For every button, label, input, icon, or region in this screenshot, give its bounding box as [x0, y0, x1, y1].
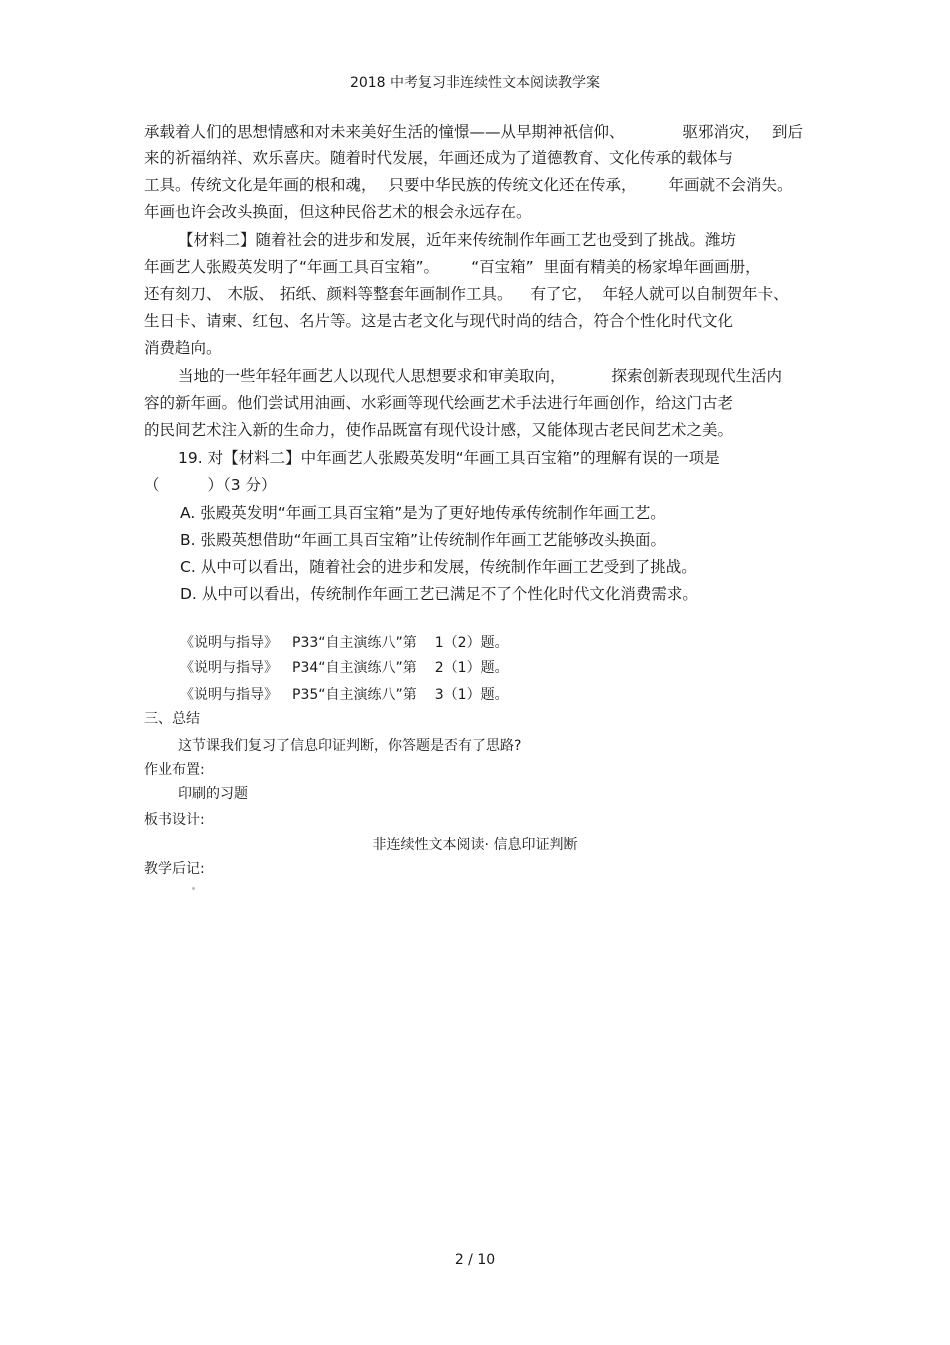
answer-blank [144, 474, 277, 496]
text-segment: 1（2）题。 [434, 635, 509, 651]
text-segment: 年轻人就可以自制贺年卡、 [602, 285, 789, 303]
summary-text: 这节课我们复习了信息印证判断，你答题是否有了思路? [178, 738, 522, 754]
text-segment: 还有刻刀、 [144, 285, 222, 303]
option-text: 从中可以看出，传统制作年画工艺已满足不了个性化时代文化消费需求。 [201, 585, 698, 603]
option-text: 张殿英发明“年画工具百宝箱”是为了更好地传承传统制作年画工艺。 [200, 504, 666, 522]
option-text: 张殿英想借助“年画工具百宝箱”让传统制作年画工艺能够改头换面。 [200, 531, 667, 549]
question-stem: 19. 对【材料二】中年画艺人张殿英发明“年画工具百宝箱”的理解有误的一项是 [178, 449, 720, 467]
text-segment: 驱邪消灾， [682, 123, 761, 141]
text-segment: 拓纸、颜料等整套年画制作工具。 [280, 285, 513, 303]
text-segment: 只要中华民族的传统文化还在传承， [388, 176, 637, 194]
text-segment: 3（1）题。 [434, 687, 509, 703]
text-segment: 《说明与指导》 [180, 687, 278, 703]
text-segment: 探索创新表现现代生活内 [611, 367, 783, 385]
option-letter: B. [180, 531, 196, 549]
text-segment: ）（3 分） [207, 476, 277, 494]
paragraph-line: 生日卡、请柬、红包、名片等。这是古老文化与现代时尚的结合，符合个性化时代文化 [144, 312, 734, 330]
text-segment: P33“自主演练八”第 [292, 635, 417, 651]
paragraph-line [178, 365, 782, 387]
text-segment: 《说明与指导》 [180, 635, 278, 651]
paragraph-line: 来的祈福纳祥、欢乐喜庆。随着时代发展，年画还成为了道德教育、文化传承的载体与 [144, 149, 734, 167]
afterword-heading: 教学后记: [144, 861, 205, 877]
option-d [180, 583, 698, 605]
text-segment: 木版、 [227, 285, 275, 303]
section-heading: 三、总结 [144, 711, 200, 727]
reference-item [180, 632, 509, 654]
option-b [180, 529, 666, 551]
text-segment: P35“自主演练八”第 [292, 687, 417, 703]
board-heading: 板书设计: [144, 812, 205, 828]
text-segment: 2（1）题。 [434, 660, 509, 676]
option-c [180, 556, 697, 578]
paragraph-line [144, 121, 803, 143]
board-text: 非连续性文本阅读· 信息印证判断 [372, 837, 578, 853]
paragraph-line: 年画也许会改头换面，但这种民俗艺术的根会永远存在。 [144, 203, 532, 221]
text-segment: 有了它， [530, 285, 593, 303]
text-segment: 年画艺人张殿英发明了“年画工具百宝箱”。 [144, 258, 440, 276]
text-segment: 承载着人们的思想情感和对未来美好生活的憧憬——从早期神祇信仰、 [144, 123, 625, 141]
option-text: 从中可以看出，随着社会的进步和发展，传统制作年画工艺受到了挑战。 [200, 558, 697, 576]
paragraph-line: 容的新年画。他们尝试用油画、水彩画等现代绘画艺术手法进行年画创作，给这门古老 [144, 394, 734, 412]
paragraph-line: 【材料二】随着社会的进步和发展，近年来传统制作年画工艺也受到了挑战。潍坊 [178, 231, 737, 249]
stray-dot [192, 887, 195, 890]
option-letter: A. [180, 504, 196, 522]
paragraph-line [144, 283, 789, 305]
homework-heading: 作业布置: [144, 762, 205, 778]
text-segment: 《说明与指导》 [180, 660, 278, 676]
reference-item [180, 657, 509, 679]
text-segment: 当地的一些年轻年画艺人以现代人思想要求和审美取向， [178, 367, 566, 385]
reference-item [180, 684, 509, 706]
paragraph-line: 消费趋向。 [144, 339, 222, 357]
text-segment: P34“自主演练八”第 [292, 660, 417, 676]
text-segment: 到后 [772, 123, 804, 141]
text-segment: （ [144, 476, 160, 494]
text-segment: “百宝箱” [471, 258, 534, 276]
page-number: 2 / 10 [454, 1252, 496, 1268]
text-segment: 工具。传统文化是年画的根和魂， [144, 176, 377, 194]
option-a [180, 502, 666, 524]
paragraph-line: 的民间艺术注入新的生命力，使作品既富有现代设计感，又能体现古老民间艺术之美。 [144, 421, 734, 439]
paragraph-line [144, 174, 793, 196]
page-header: 2018 中考复习非连续性文本阅读教学案 [349, 75, 601, 91]
text-segment: 年画就不会消失。 [668, 176, 793, 194]
paragraph-line [144, 256, 761, 278]
homework-text: 印刷的习题 [178, 786, 248, 802]
option-letter: C. [180, 558, 196, 576]
text-segment: 里面有精美的杨家埠年画画册， [543, 258, 761, 276]
option-letter: D. [180, 585, 197, 603]
